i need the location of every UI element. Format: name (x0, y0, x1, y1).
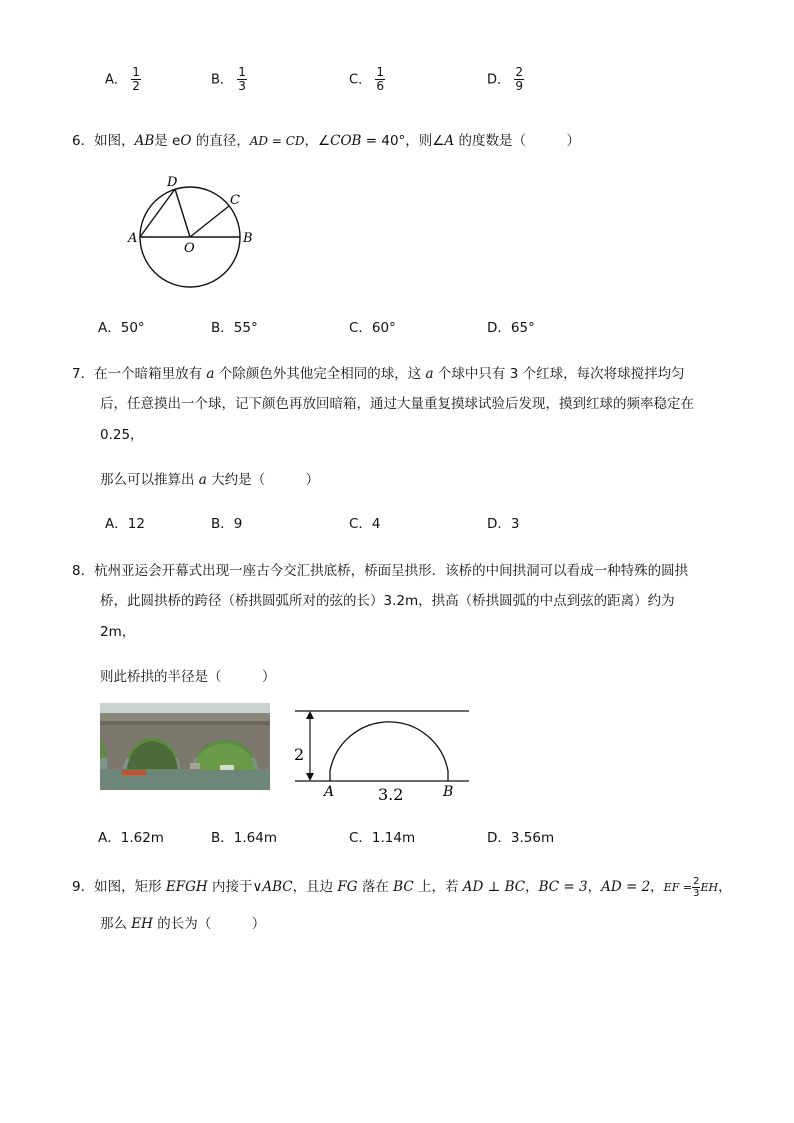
q8-option-a: A．1.62m (98, 830, 164, 846)
chord-ad (140, 189, 175, 237)
q7-line-3: 0.25， (100, 427, 144, 443)
span-label: 3.2 (378, 785, 404, 804)
q5-option-c: C． $\frac{1}{6}$ (349, 65, 385, 93)
q8-line-4: 则此桥拱的半径是（ ） (100, 669, 276, 685)
label-d: D (167, 175, 178, 190)
label-a: A (324, 784, 335, 800)
q8-option-c: C．1.14m (349, 830, 416, 846)
height-label: 2 (294, 745, 305, 764)
fraction: $\frac{2}{9}$ (515, 65, 523, 93)
q8-line-2: 桥，此圆拱桥的跨径（桥拱圆弧所对的弦的长）3.2m，拱高（桥拱圆弧的中点到弦的距离）约为 (100, 593, 675, 609)
arrow-head-bottom (306, 773, 314, 781)
q5-option-b: B． $\frac{1}{3}$ (211, 65, 246, 93)
q6-option-d: D．65° (487, 320, 535, 336)
q6-option-b: B．55° (211, 320, 258, 336)
q8-option-b: B．1.64m (211, 830, 277, 846)
label-b: B (443, 784, 454, 800)
q8-line-3: 2m， (100, 624, 136, 640)
q7-option-a: A．12 (105, 516, 145, 532)
q9-line-1: 9．如图，矩形 EFGH 内接于∨ABC，且边 FG 落在 BC 上，若 AD ⊥ BC，BC = 3，AD = 2，EF = $\frac{2}{3}$ EH， (72, 875, 732, 899)
segment-oc (190, 206, 229, 237)
q7-line-1: 7．在一个暗箱里放有 a 个除颜色外其他完全相同的球，这 a 个球中只有 3 个红球，每次将球搅拌均匀 (72, 366, 685, 382)
q7-line-4: 那么可以推算出 a 大约是（ ） (100, 472, 320, 488)
label-o: O (184, 241, 195, 256)
label-b: B (243, 231, 253, 246)
arc-equality: AD = CD (249, 134, 305, 148)
segment-od (175, 189, 190, 237)
q5-option-d: D． $\frac{2}{9}$ (487, 65, 523, 93)
q7-option-b: B．9 (211, 516, 243, 532)
q7-line-2: 后，任意摸出一个球，记下颜色再放回暗箱，通过大量重复摸球试验后发现，摸到红球的频率稳定在 (100, 396, 694, 412)
q8-option-d: D．3.56m (487, 830, 555, 846)
label-a: A (128, 231, 138, 246)
q6-option-a: A．50° (98, 320, 145, 336)
arch-diagram (292, 704, 472, 804)
fraction-two-thirds: $\frac{2}{3}$ (693, 875, 700, 899)
q6-stem: 6．如图，AB是 eO 的直径，AD = CD，∠COB = 40°，则∠A 的度数是（ ） (72, 133, 580, 149)
label-c: C (230, 193, 240, 208)
q9-line-2: 那么 EH 的长为（ ） (100, 916, 266, 932)
q7-option-d: D．3 (487, 516, 520, 532)
bridge-photo (100, 703, 270, 790)
q8-line-1: 8．杭州亚运会开幕式出现一座古今交汇拱底桥，桥面呈拱形．该桥的中间拱洞可以看成一种特殊的圆拱 (72, 563, 689, 579)
q7-option-c: C．4 (349, 516, 381, 532)
q6-option-c: C．60° (349, 320, 396, 336)
fraction: $\frac{1}{6}$ (376, 65, 385, 93)
fraction: $\frac{1}{3}$ (238, 65, 246, 93)
arrow-head-top (306, 711, 314, 719)
arch-curve (330, 722, 448, 781)
circle-figure (125, 172, 265, 292)
fraction: $\frac{1}{2}$ (132, 65, 140, 93)
q5-option-a: A． $\frac{1}{2}$ (105, 65, 140, 93)
